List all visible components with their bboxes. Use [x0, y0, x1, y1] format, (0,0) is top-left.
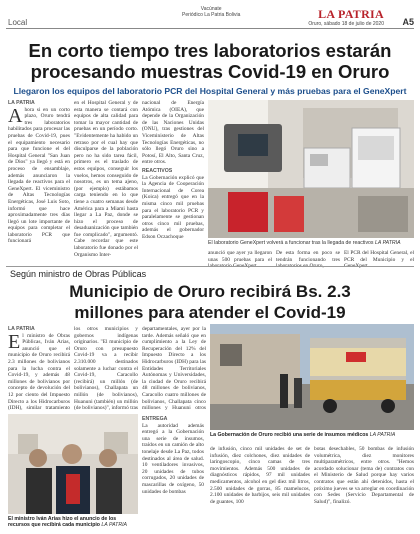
story-divider: [6, 266, 414, 267]
story2-col3: departamentales, ayer por la tarde. Además señaló que en cumplimiento a la Ley de Recuperación del 12% del Impuesto Directo a los Hidrocarburos (IDH) para las Entidades Territoriales Autónomas y Universidades, la ciudad de Oruro recibirá 48 millones de bolivianos, Caracollo cuatro millones de bolivianos, Challapata cinco millones y Huanuni otros: [142, 326, 206, 412]
story2-col2: los otros municipios y gobernos indígenas originarios. "El municipio de Oruro con presupuesto Covid-19 va a recibir 2.310.000 destinados solamente a luchar contra el Covid-19, Caracollo (recibirá) un millón (de bolivianos), Challapata un millón (de bolivianos), Huanuni (también) un millón (de bolivianos)", informó tras: [74, 326, 138, 412]
story1-col6: El PCR del Hospital General, el PCR del Municipio y el: [344, 250, 414, 263]
stamp-line: Vacúnate: [200, 6, 222, 12]
header-rule: [6, 28, 414, 29]
page-number: A5: [402, 17, 414, 27]
dropcap: A: [8, 104, 23, 127]
header-stamp: [182, 6, 240, 18]
story2-photo2-caption: [210, 432, 414, 438]
story2-photo2: [210, 324, 414, 430]
story1-subheadline: Llegaron los equipos del laboratorio PCR del Hospital General y más pruebas para el GeneXpert: [13, 86, 407, 96]
story1-col1-text: hora si en un corto plazo, Oruro tendrá tres laboratorios habilitados para procesar las pruebas de Covid-19, pues el equipamiento necesario para que funcione el del Hospital General "San Juan de Dios" ya llegó y está en proceso de ensamblaje, además anunciaron la llegada de reactivos para el GeneXpert. El viceministro de Altas Tecnologías Energéticas, José Luis Soto, informó que hace aproximadamente tres días llegó un lote importante de equipos para completar el laboratorio PCR que funcionará: [8, 106, 70, 245]
story1-photo: [208, 100, 414, 238]
newspaper-page: [6, 4, 414, 530]
story1-source: LA PATRIA: [8, 100, 35, 106]
story1-headline: [6, 40, 414, 82]
stamp-line: Periódico La Patria Bolivia: [182, 12, 241, 18]
headline-line: millones para atender el Covid-19: [74, 303, 346, 322]
story2-kicker: Según ministro de Obras Públicas: [10, 269, 147, 279]
caption-text: La Gobernación de Oruro recibió una serie de insumos médicos: [210, 432, 369, 438]
story2-photo1: [8, 414, 138, 514]
caption-text: El laboratorio GeneXpert volverá a funcionar tras la llegada de reactivos: [208, 240, 374, 246]
story2-photo1-caption: [8, 516, 138, 529]
story1-col5: De esta forma en poco se tendrán funcionando tres: [276, 250, 340, 263]
caption-text: El ministro Iván Arias hizo el anuncio de los recursos que recibirá cada municipio: [8, 516, 117, 529]
story1-col3b-text: La Gobernación explicó que la Agencia de Cooperación Internacional de Corea (Koica) entregó que en la misma cinco mil pruebas para el laboratorio PCR y paralelamente se gestionan otros cinco mil pruebas, además el gobernador Edson Oczachoque: [142, 174, 204, 240]
story2-col2b: [142, 416, 204, 526]
truck-illustration: [210, 324, 414, 430]
story1-col3-heading: REACTIVOS: [142, 167, 173, 174]
story2-headline: [6, 281, 414, 323]
story2-col5: botas desechables, 50 bombas de infusión volumétrica, diez monitores multiparamétricos, entre otros. "Hemos acordado solucionar (tema de) contratos con el Ministerio de Salud porque hay varios contratos que están ahí detenidos, hasta el próximo jueves se va arreglar en coordinación con Sedes (Servicio Departamental de Salud)", finalizó.: [314, 446, 414, 505]
story2-col4: de infusión, cinco mil unidades de set de infusión, diez colchones, diez unidades de laringoscopio, cinco camas de tres movimientos. Además 500 unidades de diagnósticos rápidos, 97 mil unidades medicamentos, alcohol en gel diez mil litros, 2.500 unidades de gorras, 85 mamelucos, 2.100 unidades de barbijos, seis mil unidades de guantes, 100: [210, 446, 310, 505]
headline-line: procesando muestras Covid-19 en Oruro: [30, 61, 390, 82]
story1-col4: anunció que ayer ya llegaron unas 500 pruebas para el: [208, 250, 272, 263]
dropcap: E: [8, 330, 21, 353]
story2-source: LA PATRIA: [8, 326, 35, 332]
story2-col1: [8, 326, 70, 412]
section-label: Local: [8, 18, 28, 27]
story2-col2b-text: La autoridad además entregó a la Gobernación una serie de insumos, traídos en un camión de alto tonelaje desde La Paz, todos destinados al área de salud. 10 ventiladores invasivos, 20 unidades de tubos corrugados, 20 unidades de mascarillas de oxígeno, 50 unidades de bombas: [142, 422, 204, 495]
caption-credit: LA PATRIA: [369, 432, 396, 438]
caption-credit: LA PATRIA: [374, 240, 401, 246]
story1-col3-text: nacional de Energía Atómica (OIEA), que depende de la Organización de las Naciones Unidas (ONU), tras gestiones del Viceministerio de Altas Tecnologías Energéticas, no sólo llegó Oruro sino a Potosí, El Alto, Santa Cruz, entre otros.: [142, 100, 204, 166]
caption-credit: LA PATRIA: [101, 522, 127, 529]
headline-line: Municipio de Oruro recibirá Bs. 2.3: [69, 282, 351, 301]
story1-photo-caption: [208, 240, 414, 246]
story2-col2-heading: ENTREGA: [142, 416, 168, 422]
story1-col2: en el Hospital General y de esta manera se contará con equipos de alta calidad para tomar la mayor cantidad de pruebas en un período corto. "Evidentemente ha habido un retraso por el cual hay que disculparse de la población pero no ha sido tarea fácil, primero es el traslado de estos equipos, conseguir los vuelos, hemos conseguido de nosotros, es un tema ajeno, (por ejemplo) estábamos carga teniendo en lo que tiene a cuatro semanas desde América para a Miami hasta llegar a La Paz, donde se hizo el proceso de desaduanización que también fue complicado", argumentó. Cabe recordar que este laboratorio fue donado por el Organismo Inter-: [74, 100, 138, 258]
story1-col3: [142, 100, 204, 262]
masthead-brand: LA PATRIA: [318, 7, 384, 21]
dateline: Oruro, sábado 18 de julio de 2020: [308, 21, 384, 27]
page-header: [6, 4, 414, 32]
story1-col1: [8, 100, 70, 262]
headline-line: En corto tiempo tres laboratorios estarán: [28, 40, 392, 61]
story2-col1-text: l ministro de Obras Públicas, Iván Arias, anunció que el municipio de Oruro recibirá 2.3 millones de bolivianos para la lucha contra el Covid-19, y además 48 millones de bolivianos por concepto de devolución del 12 por ciento del Impuesto Directo a los Hidrocarburos (IDH), similar tratamiento: [8, 332, 70, 412]
lab-equipment-illustration: [208, 100, 414, 238]
ministers-illustration: [8, 414, 138, 514]
